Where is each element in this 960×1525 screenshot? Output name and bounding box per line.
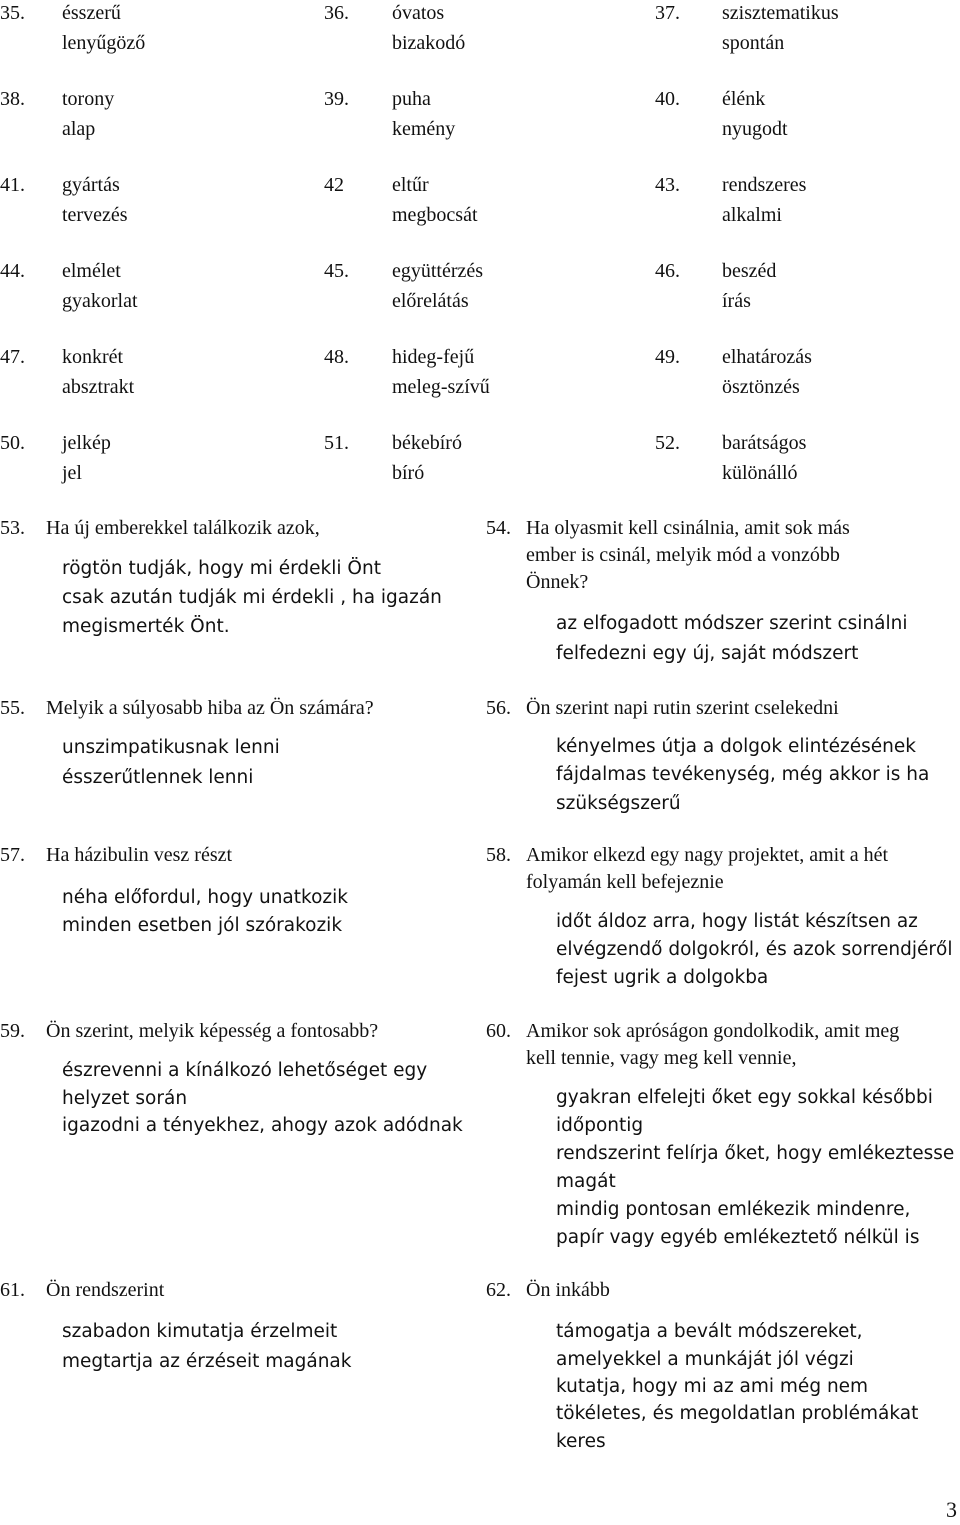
- pair-word-b: ösztönzés: [722, 376, 800, 398]
- pair-word-b: absztrakt: [62, 376, 135, 398]
- answer-option: felfedezni egy új, saját módszert: [556, 643, 859, 664]
- question-number: 59.: [0, 1020, 25, 1042]
- answer-option: csak azután tudják mi érdekli , ha igazán: [62, 587, 442, 608]
- answer-option: néha előfordul, hogy unatkozik: [62, 887, 348, 908]
- pair-word-a: hideg-fejű: [392, 346, 475, 368]
- pair-word-a: elmélet: [62, 260, 121, 282]
- pair-word-b: lenyűgöző: [62, 32, 146, 54]
- answer-option: tökéletes, és megoldatlan problémákat: [556, 1403, 919, 1424]
- question-number: 57.: [0, 844, 25, 866]
- pair-word-b: alkalmi: [722, 204, 782, 226]
- pair-word-b: kemény: [392, 118, 456, 140]
- question-number: 56.: [486, 697, 511, 719]
- answer-option: kényelmes útja a dolgok elintézésének: [556, 736, 916, 757]
- pair-word-a: jelkép: [62, 432, 111, 454]
- pair-word-a: rendszeres: [722, 174, 807, 196]
- answer-option: támogatja a bevált módszereket,: [556, 1321, 863, 1342]
- pair-word-b: különálló: [722, 462, 798, 484]
- answer-option: az elfogadott módszer szerint csinálni: [556, 613, 908, 634]
- question-text: kell tennie, vagy meg kell vennie,: [526, 1047, 797, 1069]
- pair-number: 40.: [655, 88, 680, 110]
- answer-option: mindig pontosan emlékezik mindenre,: [556, 1199, 911, 1220]
- answer-option: kutatja, hogy mi az ami még nem: [556, 1376, 869, 1397]
- pair-word-a: eltűr: [392, 174, 429, 196]
- pair-number: 37.: [655, 2, 680, 24]
- pair-number: 43.: [655, 174, 680, 196]
- answer-option: amelyekkel a munkáját jól végzi: [556, 1349, 854, 1370]
- question-number: 62.: [486, 1279, 511, 1301]
- pair-word-a: együttérzés: [392, 260, 484, 282]
- question-number: 53.: [0, 517, 25, 539]
- question-text: Ön szerint, melyik képesség a fontosabb?: [46, 1020, 379, 1042]
- pair-number: 39.: [324, 88, 349, 110]
- answer-option: gyakran elfelejti őket egy sokkal későbbi: [556, 1087, 933, 1108]
- answer-option: észrevenni a kínálkozó lehetőséget egy: [62, 1060, 428, 1081]
- pair-word-a: óvatos: [392, 2, 445, 24]
- question-number: 54.: [486, 517, 511, 539]
- question-text: Ha új emberekkel találkozik azok,: [46, 517, 320, 539]
- pair-word-a: puha: [392, 88, 431, 110]
- answer-option: igazodni a tényekhez, ahogy azok adódnak: [62, 1115, 463, 1136]
- pair-number: 38.: [0, 88, 25, 110]
- answer-option: rendszerint felírja őket, hogy emlékeztesse: [556, 1143, 955, 1164]
- answer-option: papír vagy egyéb emlékeztető nélkül is: [556, 1227, 920, 1248]
- pair-word-b: bizakodó: [392, 32, 466, 54]
- pair-word-a: ésszerű: [62, 2, 121, 24]
- pair-word-b: alap: [62, 118, 96, 140]
- answer-option: unszimpatikusnak lenni: [62, 737, 280, 758]
- pair-word-b: tervezés: [62, 204, 128, 226]
- answer-option: időt áldoz arra, hogy listát készítsen az: [556, 911, 918, 932]
- pair-word-b: írás: [722, 290, 751, 312]
- question-number: 55.: [0, 697, 25, 719]
- pair-word-a: beszéd: [722, 260, 777, 282]
- pair-word-b: gyakorlat: [62, 290, 138, 312]
- pair-word-b: spontán: [722, 32, 785, 54]
- pair-number: 47.: [0, 346, 25, 368]
- pair-word-b: jel: [62, 462, 82, 484]
- question-text: ember is csinál, melyik mód a vonzóbb: [526, 544, 840, 566]
- answer-option: szükségszerű: [556, 793, 681, 814]
- question-text: Melyik a súlyosabb hiba az Ön számára?: [46, 697, 374, 719]
- pair-number: 51.: [324, 432, 349, 454]
- pair-word-b: nyugodt: [722, 118, 788, 140]
- answer-option: megtartja az érzéseit magának: [62, 1351, 352, 1372]
- question-text: Ha olyasmit kell csinálnia, amit sok más: [526, 517, 850, 539]
- question-number: 58.: [486, 844, 511, 866]
- pair-number: 35.: [0, 2, 25, 24]
- answer-option: minden esetben jól szórakozik: [62, 915, 343, 936]
- pair-number: 41.: [0, 174, 25, 196]
- question-number: 61.: [0, 1279, 25, 1301]
- pair-word-a: konkrét: [62, 346, 124, 368]
- pair-number: 44.: [0, 260, 25, 282]
- answer-option: szabadon kimutatja érzelmeit: [62, 1321, 338, 1342]
- question-text: Önnek?: [526, 571, 589, 593]
- pair-word-a: békebíró: [392, 432, 462, 454]
- pair-number: 45.: [324, 260, 349, 282]
- pair-word-a: torony: [62, 88, 115, 110]
- pair-word-a: élénk: [722, 88, 766, 110]
- pair-number: 49.: [655, 346, 680, 368]
- pair-word-a: szisztematikus: [722, 2, 839, 24]
- answer-option: fejest ugrik a dolgokba: [556, 967, 769, 988]
- pair-number: 48.: [324, 346, 349, 368]
- answer-option: rögtön tudják, hogy mi érdekli Önt: [62, 558, 381, 579]
- question-text: Amikor elkezd egy nagy projektet, amit a hét: [526, 844, 889, 866]
- question-number: 60.: [486, 1020, 511, 1042]
- pair-number: 46.: [655, 260, 680, 282]
- question-text: Ön rendszerint: [46, 1279, 165, 1301]
- pair-word-b: bíró: [392, 462, 425, 484]
- pair-word-a: elhatározás: [722, 346, 812, 368]
- question-text: Ön inkább: [526, 1279, 610, 1301]
- question-text: folyamán kell befejeznie: [526, 871, 724, 893]
- answer-option: elvégzendő dolgokról, és azok sorrendjéről: [556, 939, 953, 960]
- pair-number: 36.: [324, 2, 349, 24]
- question-text: Amikor sok apróságon gondolkodik, amit meg: [526, 1020, 900, 1042]
- answer-option: ésszerűtlennek lenni: [62, 767, 254, 788]
- question-text: Ön szerint napi rutin szerint cselekedni: [526, 697, 839, 719]
- pair-word-a: gyártás: [62, 174, 120, 196]
- answer-option: keres: [556, 1431, 606, 1452]
- pair-number: 50.: [0, 432, 25, 454]
- answer-option: megismerték Önt.: [62, 616, 230, 637]
- pair-word-b: megbocsát: [392, 204, 478, 226]
- answer-option: időpontig: [556, 1115, 644, 1136]
- answer-option: helyzet során: [62, 1088, 188, 1109]
- answer-option: fájdalmas tevékenység, még akkor is ha: [556, 764, 930, 785]
- pair-word-b: meleg-szívű: [392, 376, 490, 398]
- pair-word-a: barátságos: [722, 432, 807, 454]
- answer-option: magát: [556, 1171, 616, 1192]
- pair-number: 42: [324, 174, 344, 196]
- page-number: 3: [946, 1497, 957, 1522]
- pair-word-b: előrelátás: [392, 290, 469, 312]
- pair-number: 52.: [655, 432, 680, 454]
- question-text: Ha házibulin vesz részt: [46, 844, 233, 866]
